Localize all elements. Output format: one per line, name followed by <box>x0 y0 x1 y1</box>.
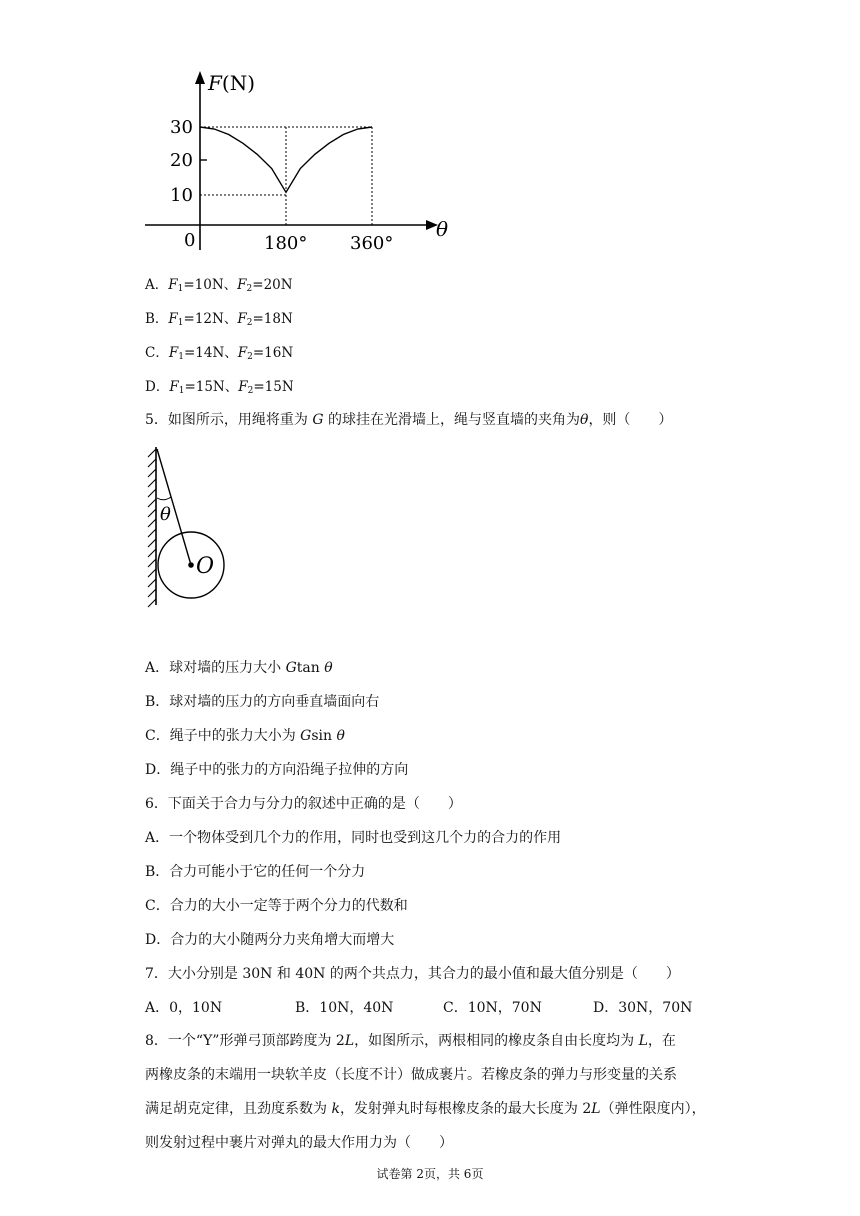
f1-symbol: F <box>168 277 178 293</box>
center-o-label: O <box>196 554 215 579</box>
q6-option-a: A．一个物体受到几个力的作用，同时也受到这几个力的合力的作用 <box>145 830 562 846</box>
q4-option-b-f2: =18N <box>252 311 293 327</box>
q5-option-a-text: A．球对墙的压力大小 <box>145 660 286 676</box>
q4-option-b: B．$F_1=12N$、$F_2=18N$ <box>145 311 293 328</box>
x-tick-label-360: 360° <box>350 233 394 254</box>
q8-l1-a: 8．一个“Y”形弹弓顶部跨度为 2 <box>145 1033 345 1049</box>
q7-stem: 7．大小分别是 30N 和 40N 的两个共点力，其合力的最小值和最大值分别是（ ） <box>145 966 680 982</box>
q5-option-d: D．绳子中的张力的方向沿绳子拉伸的方向 <box>145 762 409 778</box>
f1-symbol: F <box>168 345 179 361</box>
f2-symbol: F <box>238 379 248 395</box>
q7-option-b: B．10N，40N <box>295 1000 394 1016</box>
y-tick-label-10: 10 <box>170 185 193 206</box>
y-tick-label-20: 20 <box>170 150 193 171</box>
f1-symbol: F <box>168 311 178 327</box>
q8-line-2: 两橡皮条的末端用一块软羊皮（长度不计）做成裹片。若橡皮条的弹力与形变量的关系 <box>145 1067 677 1083</box>
q5-stem <box>145 411 672 429</box>
q5-option-c-g: G <box>300 728 312 744</box>
f1-symbol: F <box>169 379 179 395</box>
q8-l1-c: ，在 <box>647 1033 676 1049</box>
q5-option-c-text: C．绳子中的张力大小为 <box>145 728 301 744</box>
f2-symbol: F <box>237 277 247 293</box>
q5-stem-g: G <box>312 412 324 428</box>
q4-option-a: A．$F_1=10N$、$F_2=20N$ <box>145 277 293 294</box>
q4-option-c-letter: C． <box>145 345 169 361</box>
q5-option-b: B．球对墙的压力的方向垂直墙面向右 <box>145 694 380 710</box>
q8-l3-a: 满足胡克定律，且劲度系数为 <box>145 1101 332 1117</box>
q8-l3-c: （弹性限度内）， <box>600 1101 706 1117</box>
q4-option-d: D．$F_1=15N$、$F_2=15N$ <box>145 379 294 396</box>
q5-option-a-g: G <box>285 660 297 676</box>
ball-center-dot <box>188 562 194 568</box>
y-tick-label-30: 30 <box>170 117 193 138</box>
q4-option-b-letter: B． <box>145 311 169 327</box>
q6-option-c: C．合力的大小一定等于两个分力的代数和 <box>145 898 408 914</box>
page-footer: 试卷第 2页，共 6页 <box>376 1167 484 1181</box>
x-axis-label: θ <box>436 217 449 241</box>
q8-line-1 <box>145 1032 676 1050</box>
q5-stem-text-a: 5．如图所示，用绳将重为 <box>145 412 313 428</box>
q5-stem-text-b: 的球挂在光滑墙上，绳与竖直墙的夹角为 <box>323 412 580 428</box>
q5-option-c <box>145 727 345 745</box>
angle-theta-label: θ <box>160 504 171 525</box>
q4-option-b-f1: =12N、 <box>183 311 238 327</box>
q6-option-d: D．合力的大小随两分力夹角增大而增大 <box>145 932 395 948</box>
q8-line-4: 则发射过程中裹片对弹丸的最大作用力为（ ） <box>145 1135 453 1151</box>
q7-option-a: A．0，10N <box>145 1000 223 1016</box>
q8-line-3 <box>145 1100 706 1118</box>
q5-stem-theta: θ <box>580 412 589 428</box>
q5-option-a <box>145 659 333 677</box>
q4-option-a-f2: =20N <box>252 277 293 293</box>
q8-l3-b: ，发射弹丸时每根橡皮条的最大长度为 2 <box>339 1101 592 1117</box>
q5-stem-text-c: ，则（ ） <box>588 412 673 428</box>
q4-option-d-f2: =15N <box>253 379 294 395</box>
force-angle-graph <box>140 60 460 260</box>
q8-l1-l2: L <box>638 1033 648 1049</box>
q8-l3-l: L <box>591 1101 601 1117</box>
q4-option-a-letter: A． <box>145 277 169 293</box>
f2-symbol: F <box>237 311 247 327</box>
y-axis-label: F(N) <box>208 71 255 95</box>
q4-option-c-f2: =16N <box>252 345 294 361</box>
wall-hatching <box>148 449 156 607</box>
q8-l1-b: ，如图所示，两根相同的橡皮条自由长度均为 <box>354 1033 639 1049</box>
q4-option-c-f1: =14N、 <box>183 345 238 361</box>
q5-option-a-tan: tan <box>296 660 325 676</box>
origin-label: 0 <box>184 230 196 251</box>
q4-option-d-f1: =15N、 <box>184 379 239 395</box>
f2-symbol: F <box>237 345 248 361</box>
q4-option-c: C．$F_1=14N$、$F_2=16N$ <box>145 345 294 362</box>
q6-option-b: B．合力可能小于它的任何一个分力 <box>145 864 366 880</box>
ball-on-wall-diagram <box>142 445 242 610</box>
q5-option-a-theta: θ <box>324 660 333 676</box>
angle-arc <box>157 497 171 500</box>
q5-option-c-theta: θ <box>336 728 345 744</box>
q8-l3-k: k <box>331 1101 340 1117</box>
q7-option-d: D．30N，70N <box>593 1000 693 1016</box>
q4-option-d-letter: D． <box>145 379 170 395</box>
q6-stem: 6．下面关于合力与分力的叙述中正确的是（ ） <box>145 796 462 812</box>
q8-l1-l: L <box>344 1033 355 1049</box>
q4-option-a-f1: =10N、 <box>183 277 238 293</box>
x-tick-label-180: 180° <box>264 233 308 254</box>
q5-option-c-sin: sin <box>311 728 337 744</box>
y-axis-arrow <box>195 71 205 84</box>
q7-option-c: C．10N，70N <box>443 1000 542 1016</box>
